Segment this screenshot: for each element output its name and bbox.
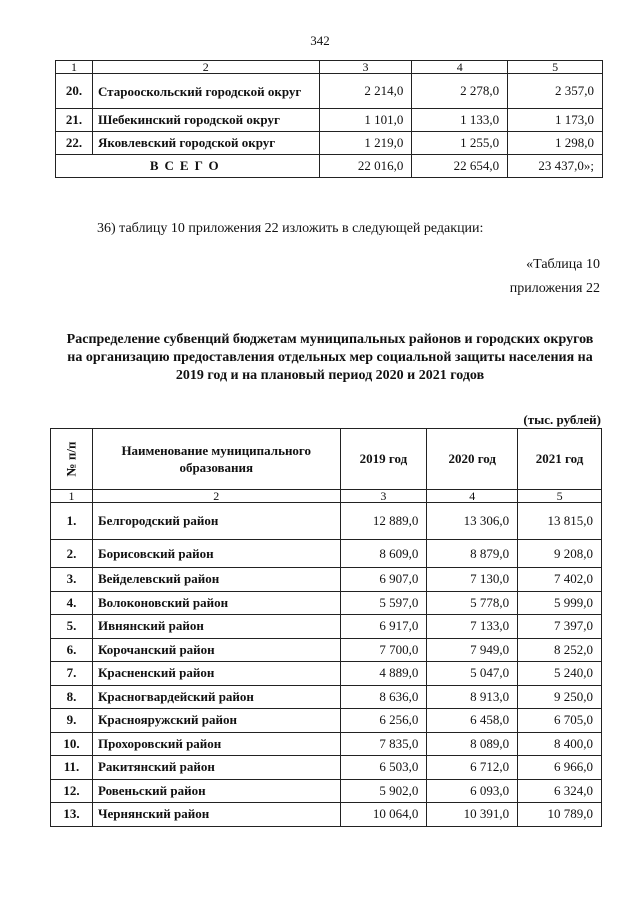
municipality-name: Яковлевский городской округ xyxy=(92,132,319,155)
value-2019: 10 064,0 xyxy=(340,803,427,827)
row-index: 3. xyxy=(51,568,93,592)
value-2020: 5 047,0 xyxy=(427,662,518,686)
table-row xyxy=(56,74,603,109)
value-2021: 6 324,0 xyxy=(518,779,602,803)
value-2020: 1 255,0 xyxy=(412,132,508,155)
municipality-name: Чернянский район xyxy=(92,803,340,827)
table-heading: Распределение субвенций бюджетам муниципальных районов и городских округов на организацию предоставления отдельных мер социальной защиты населения на 2019 год и на плановый период 2020 и 2021 годов xyxy=(66,332,594,383)
row-index: 20. xyxy=(56,74,93,109)
col-number: 4 xyxy=(427,490,518,503)
row-index: 2. xyxy=(51,540,93,568)
value-2020: 6 712,0 xyxy=(427,756,518,780)
header-name: Наименование муниципального образования xyxy=(92,429,340,490)
appendix-reference: приложения 22 xyxy=(509,281,600,296)
col-number: 1 xyxy=(51,490,93,503)
value-2020: 7 133,0 xyxy=(427,615,518,639)
col-number: 5 xyxy=(508,61,603,74)
value-2021: 5 240,0 xyxy=(518,662,602,686)
column-number-row xyxy=(51,490,602,503)
table-row xyxy=(51,638,602,662)
value-2021: 9 208,0 xyxy=(518,540,602,568)
municipality-name: Краснояружский район xyxy=(92,709,340,733)
row-index: 5. xyxy=(51,615,93,639)
value-2021: 8 252,0 xyxy=(518,638,602,662)
table-row xyxy=(51,779,602,803)
table-row xyxy=(51,732,602,756)
amendment-paragraph: 36) таблицу 10 приложения 22 изложить в следующей редакции: xyxy=(97,221,484,236)
municipality-name: Красненский район xyxy=(92,662,340,686)
page-number: 342 xyxy=(310,33,330,48)
value-2021: 10 789,0 xyxy=(518,803,602,827)
value-2019: 8 636,0 xyxy=(340,685,427,709)
table-row xyxy=(51,591,602,615)
value-2019: 7 835,0 xyxy=(340,732,427,756)
table-row xyxy=(56,109,603,132)
col-number: 3 xyxy=(340,490,427,503)
table-row xyxy=(51,803,602,827)
column-number-row xyxy=(56,61,603,74)
col-number: 1 xyxy=(56,61,93,74)
total-2019: 22 016,0 xyxy=(319,155,412,178)
row-index: 12. xyxy=(51,779,93,803)
col-number: 4 xyxy=(412,61,508,74)
table-row xyxy=(51,615,602,639)
row-index: 8. xyxy=(51,685,93,709)
value-2020: 6 093,0 xyxy=(427,779,518,803)
value-2020: 8 089,0 xyxy=(427,732,518,756)
value-2021: 1 173,0 xyxy=(508,109,603,132)
value-2019: 5 902,0 xyxy=(340,779,427,803)
value-2021: 2 357,0 xyxy=(508,74,603,109)
table-row xyxy=(51,662,602,686)
municipality-name: Белгородский район xyxy=(92,503,340,540)
header-2019: 2019 год xyxy=(340,429,427,490)
value-2021: 6 705,0 xyxy=(518,709,602,733)
total-row xyxy=(56,155,603,178)
row-index: 21. xyxy=(56,109,93,132)
continued-table xyxy=(55,60,603,178)
row-index: 7. xyxy=(51,662,93,686)
value-2019: 5 597,0 xyxy=(340,591,427,615)
value-2020: 1 133,0 xyxy=(412,109,508,132)
col-number: 3 xyxy=(319,61,412,74)
value-2021: 7 397,0 xyxy=(518,615,602,639)
value-2020: 8 913,0 xyxy=(427,685,518,709)
header-2021: 2021 год xyxy=(518,429,602,490)
municipality-name: Ровеньский район xyxy=(92,779,340,803)
header-row xyxy=(51,429,602,490)
row-index: 1. xyxy=(51,503,93,540)
table-row xyxy=(51,709,602,733)
value-2021: 1 298,0 xyxy=(508,132,603,155)
municipality-name: Корочанский район xyxy=(92,638,340,662)
value-2019: 1 101,0 xyxy=(319,109,412,132)
municipality-name: Вейделевский район xyxy=(92,568,340,592)
municipality-name: Красногвардейский район xyxy=(92,685,340,709)
value-2019: 6 907,0 xyxy=(340,568,427,592)
table-row xyxy=(51,685,602,709)
value-2021: 7 402,0 xyxy=(518,568,602,592)
value-2021: 6 966,0 xyxy=(518,756,602,780)
value-2019: 8 609,0 xyxy=(340,540,427,568)
col-number: 2 xyxy=(92,490,340,503)
value-2019: 6 503,0 xyxy=(340,756,427,780)
municipality-name: Волоконовский район xyxy=(92,591,340,615)
value-2020: 10 391,0 xyxy=(427,803,518,827)
row-index: 4. xyxy=(51,591,93,615)
value-2019: 2 214,0 xyxy=(319,74,412,109)
value-2019: 1 219,0 xyxy=(319,132,412,155)
table-row xyxy=(51,756,602,780)
value-2020: 5 778,0 xyxy=(427,591,518,615)
municipality-name: Ракитянский район xyxy=(92,756,340,780)
row-index: 13. xyxy=(51,803,93,827)
municipality-name: Борисовский район xyxy=(92,540,340,568)
total-2021: 23 437,0»; xyxy=(508,155,603,178)
table-row xyxy=(51,540,602,568)
row-index: 10. xyxy=(51,732,93,756)
row-index: 22. xyxy=(56,132,93,155)
header-num xyxy=(51,429,93,490)
table-reference: «Таблица 10 xyxy=(526,257,600,272)
value-2019: 12 889,0 xyxy=(340,503,427,540)
value-2019: 6 256,0 xyxy=(340,709,427,733)
value-2021: 13 815,0 xyxy=(518,503,602,540)
total-label: ВСЕГО xyxy=(56,155,320,178)
value-2021: 8 400,0 xyxy=(518,732,602,756)
total-2020: 22 654,0 xyxy=(412,155,508,178)
table-row xyxy=(51,568,602,592)
value-2019: 7 700,0 xyxy=(340,638,427,662)
value-2021: 5 999,0 xyxy=(518,591,602,615)
subvention-table xyxy=(50,428,602,827)
value-2020: 2 278,0 xyxy=(412,74,508,109)
value-2020: 7 130,0 xyxy=(427,568,518,592)
row-index: 9. xyxy=(51,709,93,733)
value-2020: 13 306,0 xyxy=(427,503,518,540)
col-number: 5 xyxy=(518,490,602,503)
value-2019: 6 917,0 xyxy=(340,615,427,639)
col-number: 2 xyxy=(92,61,319,74)
units-label: (тыс. рублей) xyxy=(523,412,601,427)
value-2021: 9 250,0 xyxy=(518,685,602,709)
value-2020: 7 949,0 xyxy=(427,638,518,662)
table-row xyxy=(51,503,602,540)
header-2020: 2020 год xyxy=(427,429,518,490)
municipality-name: Ивнянский район xyxy=(92,615,340,639)
value-2020: 6 458,0 xyxy=(427,709,518,733)
municipality-name: Старооскольский городской округ xyxy=(92,74,319,109)
municipality-name: Прохоровский район xyxy=(92,732,340,756)
row-index: 11. xyxy=(51,756,93,780)
table-row xyxy=(56,132,603,155)
row-index: 6. xyxy=(51,638,93,662)
header-num-text: № п/п xyxy=(63,441,79,477)
municipality-name: Шебекинский городской округ xyxy=(92,109,319,132)
value-2020: 8 879,0 xyxy=(427,540,518,568)
value-2019: 4 889,0 xyxy=(340,662,427,686)
